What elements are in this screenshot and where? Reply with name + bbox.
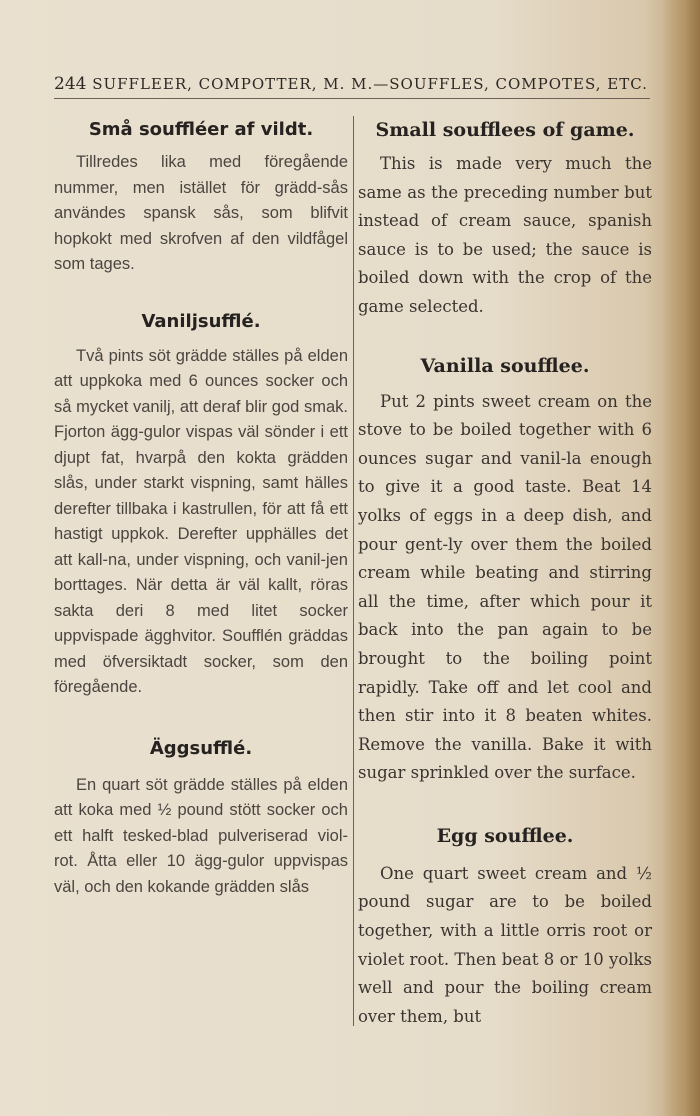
english-column: [358, 116, 652, 1031]
section-body: Tillredes lika med föregående nummer, men istället för grädd-sås användes spansk sås, som blifvit hopkokt med skrofven af den vildfågel som tages.: [54, 153, 348, 273]
section-small-soufflees: [358, 116, 652, 322]
section-heading: Små souffléer af vildt.: [88, 119, 314, 140]
running-header: [54, 74, 654, 94]
section-vanilla-soufflee: [358, 352, 652, 788]
section-heading: Egg soufflee.: [436, 824, 574, 847]
page-number: 244: [54, 74, 87, 94]
section-heading: Small soufflees of game.: [375, 119, 635, 141]
section-body: This is made very much the same as the preceding number but instead of cream sauce, spanish sauce is to be used; the sauce is boiled down with the crop of the game selected.: [358, 154, 652, 316]
section-body: Två pints söt grädde ställes på elden att uppkoka med 6 ounces socker och så mycket vanilj, att deraf blir god smak. Fjorton ägg-gulor vispas väl sönder i ett djupt fat, hvarpå den kokta grädden slås, under starkt vispning, samt hälles derefter tillbaka i kastrullen, för att få ett hastigt uppkok. Derefter upphälles det att kall-na, under vispning, och vanil-jen borttages. När detta är väl kallt, röras sakta deri 8 med litet socker uppvispade ägghvitor. Soufflén gräddas med öfversiktadt socker, som den föregående.: [54, 346, 348, 696]
section-body: Put 2 pints sweet cream on the stove to be boiled together with 6 ounces sugar and vanil-la enough to give it a good taste. Beat 14 yolks of eggs in a deep dish, and pour gent-ly over them the boiled cream while beating and stirring all the time, after which pour it back into the pan again to be brought to the boiling point rapidly. Take off and let cool and then stir into it 8 beaten whites. Remove the vanilla. Bake it with sugar sprinkled over the surface.: [358, 391, 652, 783]
section-vaniljsuffle: [54, 308, 348, 701]
page-edge-shadow: [662, 0, 700, 1116]
section-egg-soufflee: [358, 822, 652, 1032]
section-body: One quart sweet cream and ½ pound sugar are to be boiled together, with a little orris root or violet root. Then beat 8 or 10 yolks well and pour the boiling cream over them, but: [358, 863, 652, 1026]
running-header-title: SUFFLEER, COMPOTTER, M. M.—SOUFFLES, COMPOTES, ETC.: [92, 75, 648, 93]
section-heading: Äggsufflé.: [149, 737, 253, 759]
section-sma-souffleer: [54, 116, 348, 278]
section-heading: Vaniljsufflé.: [141, 310, 261, 332]
section-heading: Vanilla soufflee.: [420, 354, 590, 377]
section-aggsuffle: [54, 735, 348, 901]
column-divider: [353, 116, 354, 1026]
section-body: En quart söt grädde ställes på elden att koka med ½ pound stött socker och ett halft tesked-blad pulveriserad viol-rot. Åtta eller 10 ägg-gulor uppvispas väl, och den kokande grädden slås: [54, 775, 348, 896]
swedish-column: [54, 116, 348, 900]
header-rule: [54, 98, 650, 99]
